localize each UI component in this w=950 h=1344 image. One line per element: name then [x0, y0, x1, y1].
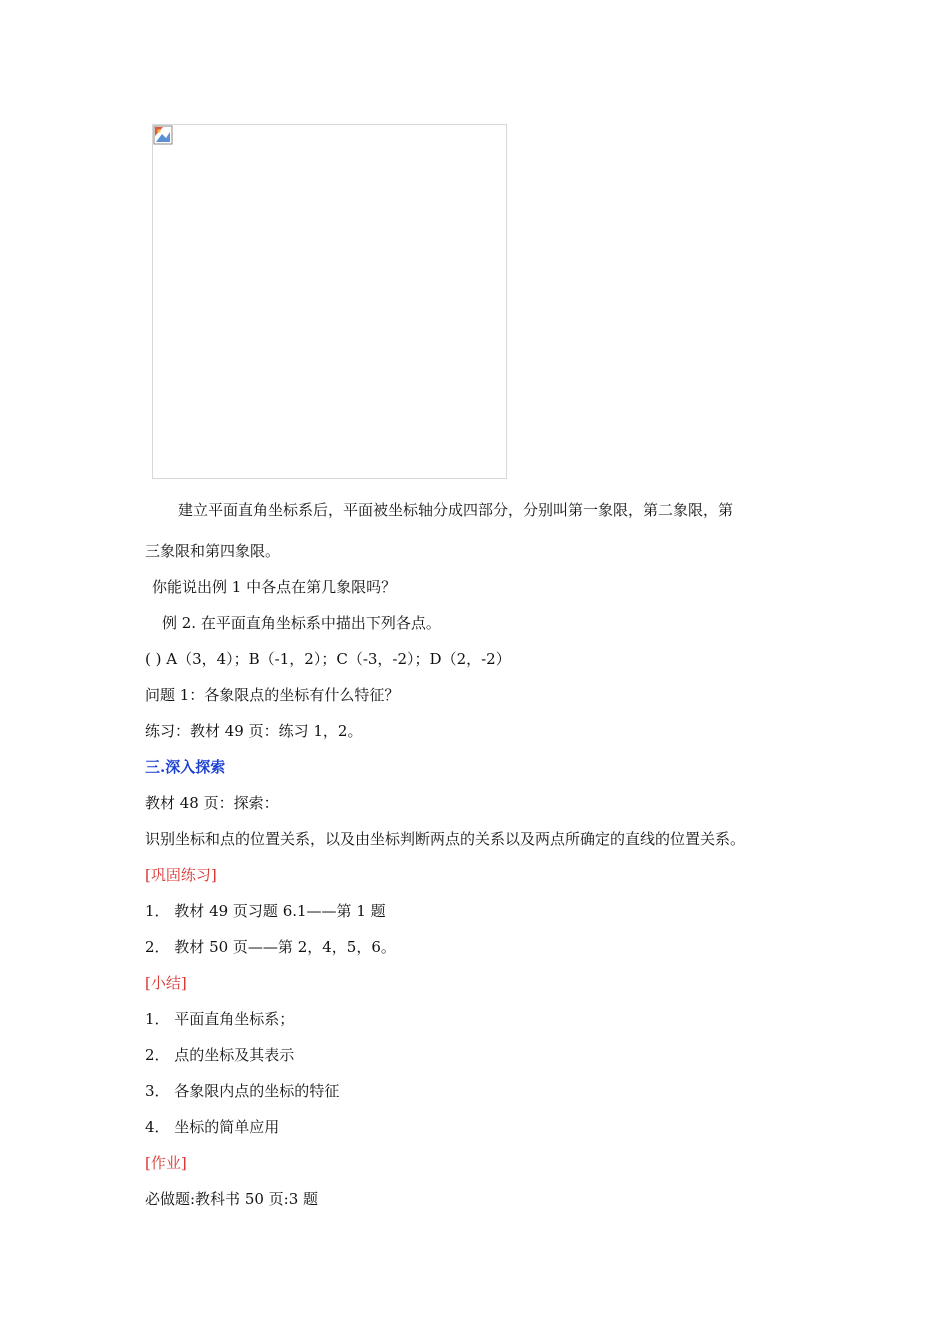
consolidation-heading: [巩固练习] [145, 866, 217, 884]
section-heading-explore: 三.深入探索 [145, 758, 226, 776]
list-item: 2． 教材 50 页——第 2，4，5，6。 [145, 938, 396, 956]
list-item: 2． 点的坐标及其表示 [145, 1046, 295, 1064]
example-2-points: ( ) A（3，4）；B（-1，2）；C（-3，-2）；D（2，-2） [145, 650, 511, 668]
list-item: 1． 教材 49 页习题 6.1——第 1 题 [145, 902, 386, 920]
question-1: 问题 1：各象限点的坐标有什么特征？ [145, 686, 400, 704]
summary-heading: [小结] [145, 974, 187, 992]
practice-line: 练习：教材 49 页：练习 1，2。 [145, 722, 363, 740]
list-item: 3． 各象限内点的坐标的特征 [145, 1082, 340, 1100]
image-placeholder [152, 124, 507, 479]
example-2-title: 例 2. 在平面直角坐标系中描出下列各点。 [162, 614, 441, 632]
explore-description: 识别坐标和点的位置关系，以及由坐标判断两点的关系以及两点所确定的直线的位置关系。 [145, 830, 746, 848]
question-example-1: 你能说出例 1 中各点在第几象限吗？ [152, 578, 397, 596]
list-item: 1． 平面直角坐标系； [145, 1010, 295, 1028]
paragraph-quadrants-1: 建立平面直角坐标系后，平面被坐标轴分成四部分，分别叫第一象限，第二象限，第 [178, 501, 734, 519]
explore-reference: 教材 48 页：探索： [145, 794, 279, 812]
list-item: 4． 坐标的简单应用 [145, 1118, 280, 1136]
broken-image-icon [153, 125, 173, 145]
homework-required: 必做题:教科书 50 页:3 题 [145, 1190, 319, 1208]
homework-heading: [作业] [145, 1154, 187, 1172]
paragraph-quadrants-2: 三象限和第四象限。 [145, 542, 281, 560]
